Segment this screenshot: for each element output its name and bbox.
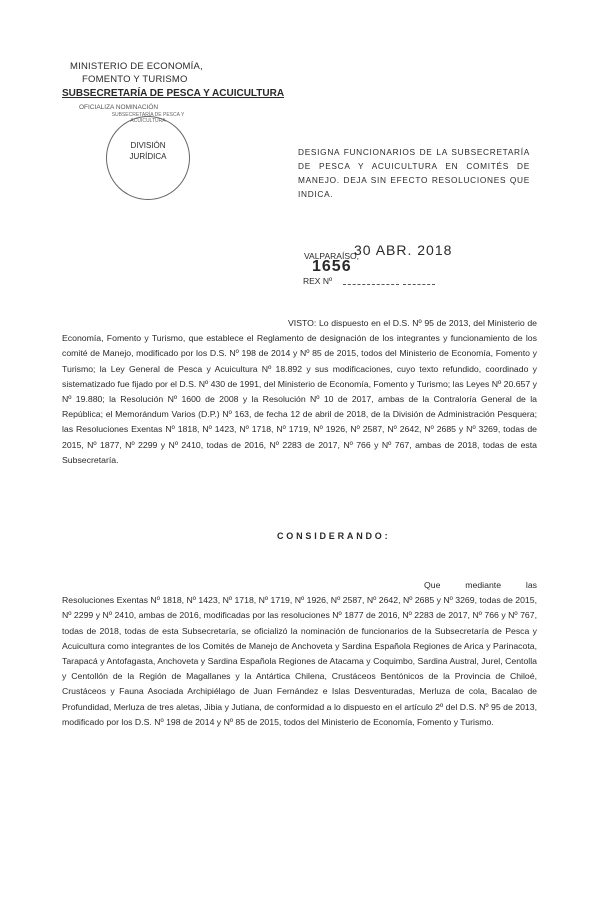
date-stamp: 30 ABR. 2018: [354, 242, 453, 258]
ministry-line-2: FOMENTO Y TURISMO: [82, 74, 188, 85]
resolution-label: REX Nº: [303, 276, 333, 286]
stamp-ring-text: SUBSECRETARÍA DE PESCA Y ACUICULTURA: [111, 112, 185, 124]
stamp-line-1: DIVISIÓN: [130, 141, 166, 150]
stamp-line-2: JURÍDICA: [129, 152, 167, 161]
document-title: DESIGNA FUNCIONARIOS DE LA SUBSECRETARÍA DE PESCA Y ACUICULTURA EN COMITÉS DE MANEJO. DEJA SIN EFECTO RESOLUCIONES QUE INDICA.: [298, 147, 530, 199]
resolution-underline-2: [403, 284, 435, 285]
stamp-label: [125, 140, 171, 162]
considerando-paragraph: Que mediante las Resoluciones Exentas Nº 1818, Nº 1423, Nº 1718, Nº 1719, Nº 1926, Nº 2587, Nº 2642, Nº 2685 y Nº 3269, todas de 2015, Nº 2299 y Nº 2410, ambas de 2016, modificadas por las resoluciones Nº 1877 de 2016, Nº 2283 de 2017, Nº 766 y Nº 767, todas de 2018, todas de esta Subsecretaría, se oficializó la nominación de funcionarios de la Subsecretaría de Pesca y Acuicultura como integrantes de los Comités de Manejo de Anchoveta y Sardina Española Regiones de Arica y Parinacota, Tarapacá y Antofagasta, Anchoveta y Sardina Española Regiones de Atacama y Coquimbo, Sardina Austral, Jurel, Centolla y Centollón de la Región de Magallanes y la Antártica Chilena, Crustáceos Bentónicos de la Provincia de Chiloé, Crustáceos y Fauna Asociada Archipiélago de Juan Fernández e Islas Desventuradas, Merluza de cola, Bacalao de Profundidad, Merluza de tres aletas, Jibia y Jutiana, de conformidad a lo dispuesto en el artículo 2º del D.S. Nº 95 de 2013, modificado por los D.S. Nº 198 de 2014 y Nº 85 de 2015, todos del Ministerio de Economía, Fomento y Turismo.: [62, 580, 537, 727]
place-label: VALPARAÍSO,: [304, 251, 359, 261]
resolution-number: 1656: [312, 258, 352, 275]
resolution-underline: [343, 284, 399, 285]
oficializa-label: OFICIALIZA NOMINACIÓN: [79, 104, 159, 111]
subsecretaria-heading: SUBSECRETARÍA DE PESCA Y ACUICULTURA: [62, 88, 285, 99]
considerando-heading: CONSIDERANDO:: [277, 531, 391, 541]
visto-paragraph: VISTO: Lo dispuesto en el D.S. Nº 95 de 2013, del Ministerio de Economía, Fomento y Turismo, que establece el Reglamento de designación de los integrantes y funcionamiento de los comité de Manejo, modificado por los D.S. Nº 198 de 2014 y Nº 85 de 2015, todos del Ministerio de Economía, Fomento y Turismo; la Ley General de Pesca y Acuicultura Nº 18.892 y sus modificaciones, cuyo texto refundido, coordinado y sistematizado fue fijado por el D.S. Nº 430 de 1991, del Ministerio de Economía, Fomento y Turismo; las Leyes Nº 20.657 y Nº 19.880; la Resolución Nº 1600 de 2008 y la Resolución Nº 10 de 2017, ambas de la Contraloría General de la República; el Memorándum Varios (D.P.) Nº 163, de fecha 12 de abril de 2018, de la División de Administración Pesquera; las Resoluciones Exentas Nº 1818, Nº 1423, Nº 1718, Nº 1719, Nº 1926, Nº 2587, Nº 2642, Nº 2685 y Nº 3269, todas de 2015, Nº 1877, Nº 2299 y Nº 2410, todas de 2016, Nº 2283 de 2017, Nº 766 y Nº 767, ambas de 2018, todas de esta Subsecretaría.: [62, 318, 537, 465]
ministry-line-1: MINISTERIO DE ECONOMÍA,: [70, 61, 203, 72]
